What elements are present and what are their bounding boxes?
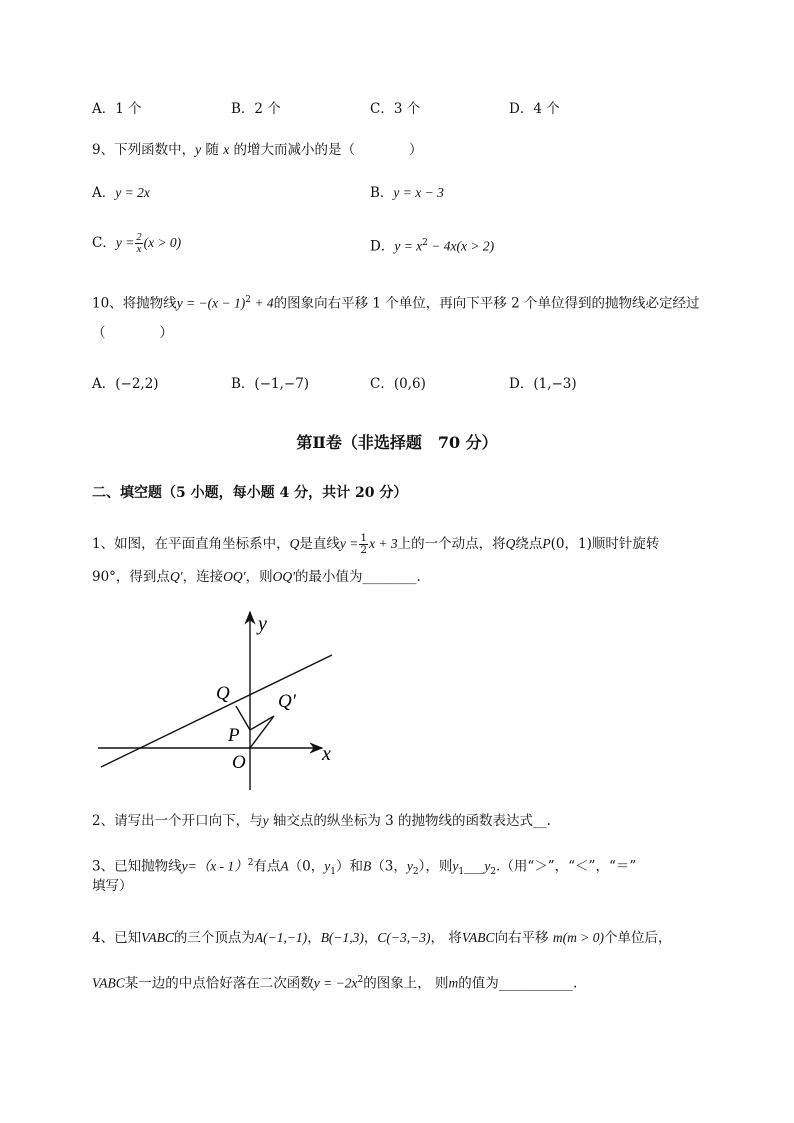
q9-option-c: C．y = $\frac{2}{x}$ (x > 0) (92, 232, 182, 255)
q10-option-d: D．(1,−3) (509, 376, 577, 392)
f1-line2: 90°，得到点Q′，连接OQ′，则OQ′的最小值为________. (92, 569, 421, 585)
q10-stem: 10、将抛物线$y = -(x - 1)^2 + 4$的图象向右平移 1 个单位，再向下平移 2 个单位得到的抛物线必定经过 (92, 295, 700, 312)
f4-line2: VABC某一边的中点恰好落在二次函数$y = -2x^2$的图象上， 则m的值为___________. (92, 975, 578, 992)
q9-option-d: D．$y = x^2 - 4x(x > 2)$ (370, 238, 495, 255)
q8-option-c: C．3 个 (370, 101, 421, 117)
q9-option-a: A．y = 2x (92, 185, 150, 201)
f4-answer-blank[interactable]: ___________ (498, 975, 573, 992)
point-p-label: P (228, 725, 240, 746)
f3-line2: 填写） (92, 878, 133, 894)
f2-answer-blank[interactable]: __ (533, 813, 547, 829)
q10-option-b: B．(−1,−7) (231, 376, 310, 392)
point-q-prime-label: Q′ (278, 691, 296, 712)
segment-oq-prime (250, 716, 274, 748)
q10-option-c: C．(0,6) (370, 376, 426, 392)
q9-option-b: B．y = x − 3 (370, 185, 444, 201)
origin-label: O (232, 752, 246, 773)
q8-option-a: A．1 个 (92, 101, 142, 117)
q8-option-d: D．4 个 (509, 101, 560, 117)
q10-option-a: A．(−2,2) (92, 376, 159, 392)
q8-option-b: B．2 个 (231, 101, 281, 117)
f2-line: 2、请写出一个开口向下，与y 轴交点的纵坐标为 3 的抛物线的函数表达式__. (92, 813, 551, 829)
f1-line1: 1、如图，在平面直角坐标系中，Q是直线y = $\frac{1}{2}$ x + 3上的一个动点，将Q绕点P(0，1)顺时针旋转 (92, 532, 660, 556)
y-axis-label: y (258, 613, 267, 635)
q10-stem-bracket: （ ） (92, 325, 173, 341)
point-q-label: Q (216, 683, 230, 704)
line-path (101, 655, 332, 767)
f3-answer-blank[interactable]: ___ (464, 858, 485, 875)
q9-option-c-fraction: $\frac{2}{x}$ (136, 232, 142, 255)
coordinate-figure (90, 605, 350, 795)
f1-fraction: $\frac{1}{2}$ (360, 532, 368, 556)
section2-title: 二、填空题（5 小题，每小题 4 分，共计 20 分） (92, 485, 408, 501)
part2-title: 第Ⅱ卷（非选择题 70 分） (296, 433, 498, 452)
f4-line1: 4、已知VABC的三个顶点为A(−1,−1)，B(−1,3)，C(−3,−3)， 将VABC向右平移 m(m > 0)个单位后， (92, 930, 672, 946)
segment-pq-prime (250, 716, 274, 730)
f3-line1: 3、已知抛物线y=（x - 1）$^2$有点A（0，$y_1$）和B（3，$y_2$），则$y_1\_\_\_y_2$.（用“＞”，“＜”，“＝” (92, 858, 637, 878)
f1-answer-blank[interactable]: ________ (362, 569, 417, 585)
q9-stem: 9、下列函数中，y 随 x 的增大而减小的是（ ） (92, 142, 423, 158)
x-axis-label: x (322, 743, 331, 765)
